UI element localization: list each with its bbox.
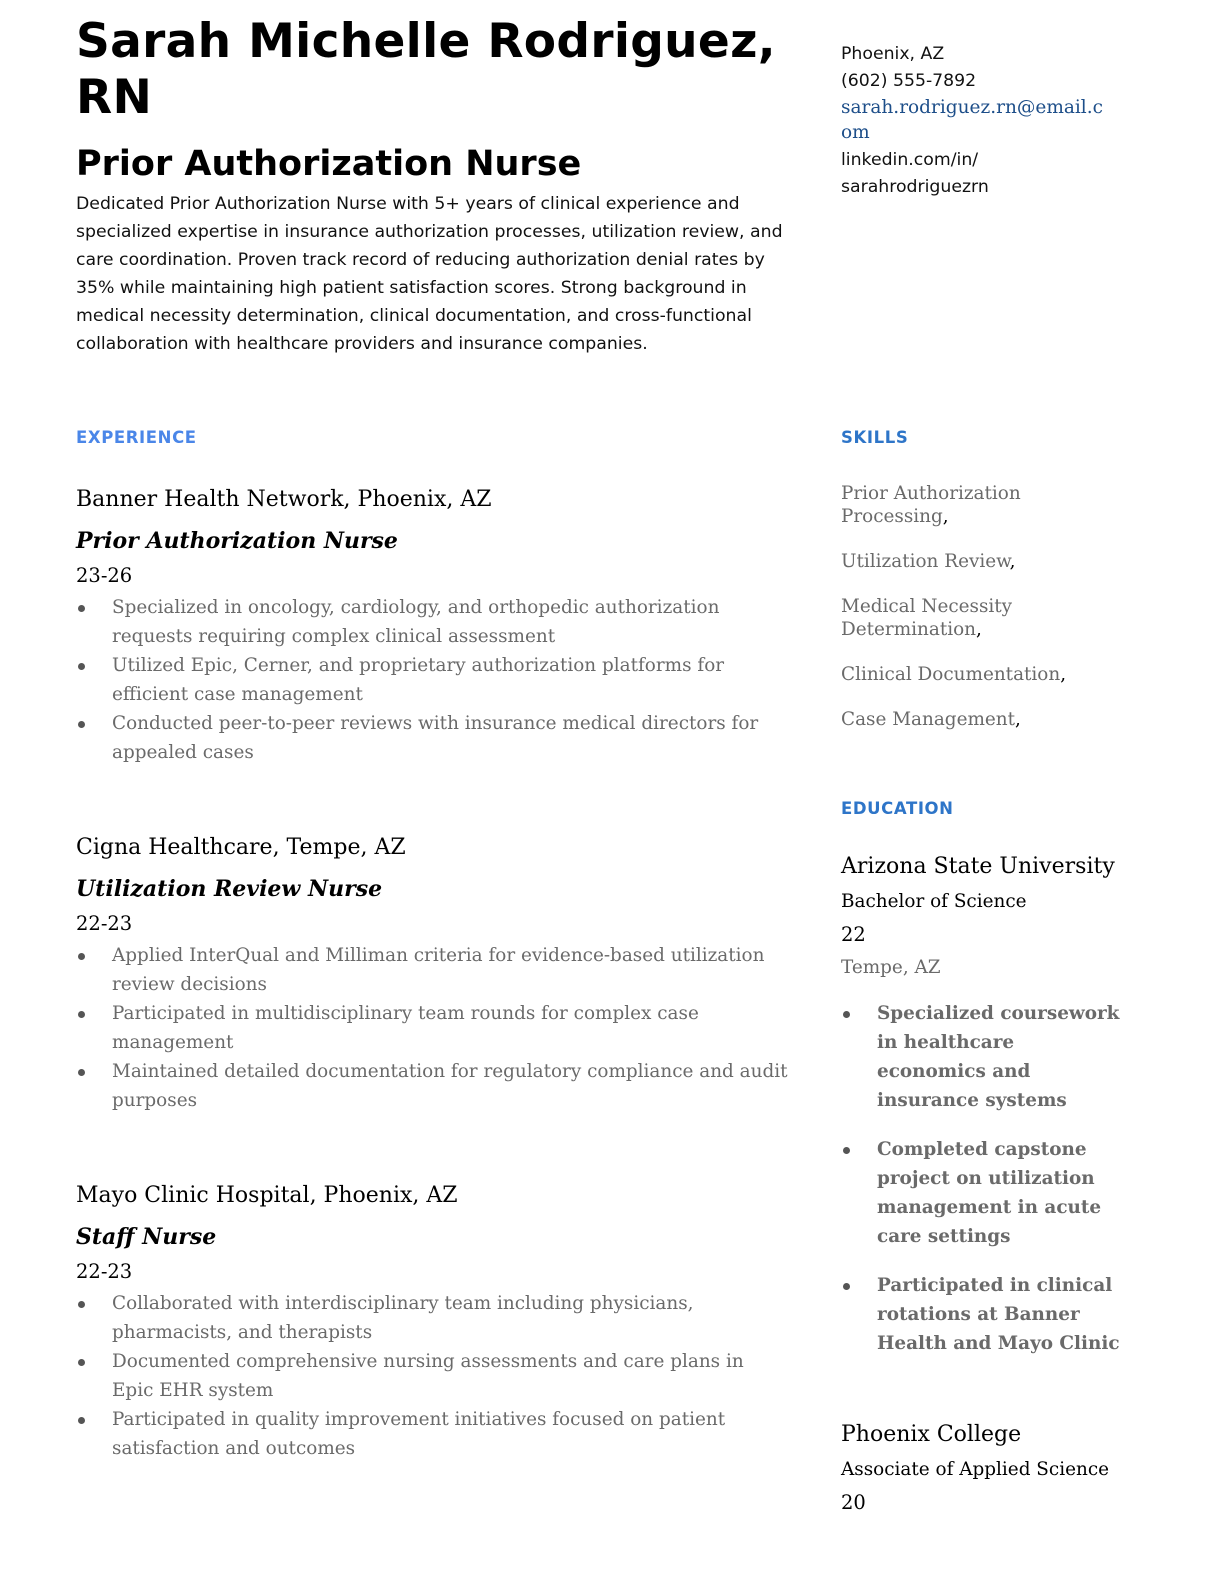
job-bullet: Collaborated with interdisciplinary team including physicians, pharmacists, and therapists [76,1289,788,1347]
graduation-year: 20 [841,1491,866,1514]
skills-section-title: SKILLS [841,428,909,447]
skill-item: Case Management, [841,709,1021,730]
education-entry [841,1420,1121,1517]
school-name: Arizona State University [841,854,1115,879]
professional-summary: Dedicated Prior Authorization Nurse with 5+ years of clinical experience and specialized expertise in insurance authorization processes, utilization review, and care coordination. Proven track record of reducing authorization denial rates by 35% while maintaining high patient satisfaction scores. Strong background in medical necessity determination, clinical documentation, and cross-functional collaboration with healthcare providers and insurance companies. [76,194,783,354]
job-bullet: Participated in quality improvement initiatives focused on patient satisfaction and outcomes [76,1405,788,1463]
job-title: Utilization Review Nurse [76,876,383,902]
degree-name: Associate of Applied Science [841,1459,1110,1480]
degree-name: Bachelor of Science [841,891,1027,912]
company-name: Banner Health Network, Phoenix, AZ [76,487,492,512]
job-bullet: Specialized in oncology, cardiology, and orthopedic authorization requests requiring complex clinical assessment [76,593,788,651]
company-name: Mayo Clinic Hospital, Phoenix, AZ [76,1183,458,1208]
skills-list [841,482,1071,753]
contact-location: Phoenix, AZ [841,44,945,64]
job-dates: 22-23 [76,912,133,935]
job-dates: 22-23 [76,1260,133,1283]
job-bullet: Applied InterQual and Milliman criteria for evidence-based utilization review decisions [76,941,788,999]
bullet-dot-icon [78,953,85,960]
professional-headline: Prior Authorization Nurse [76,144,582,184]
education-bullet: Completed capstone project on utilization management in acute care settings [841,1135,1121,1251]
contact-phone: (602) 555-7892 [841,71,977,91]
job-bullet: Maintained detailed documentation for regulatory compliance and audit purposes [76,1057,788,1115]
job-title: Staff Nurse [76,1224,217,1250]
experience-entry [76,833,788,1115]
graduation-year: 22 [841,923,866,946]
job-bullet: Utilized Epic, Cerner, and proprietary authorization platforms for efficient case management [76,651,788,709]
education-bullet-list [841,999,1121,1358]
bullet-dot-icon [78,605,85,612]
bullet-dot-icon [78,721,85,728]
job-bullet-list [76,1289,788,1463]
school-location: Tempe, AZ [841,957,941,978]
experience-entry [76,485,788,767]
education-section-title: EDUCATION [841,799,954,818]
contact-block [841,41,1111,201]
job-bullet-list [76,593,788,767]
contact-email-link[interactable]: sarah.rodriguez.rn@email.com [841,97,1103,143]
bullet-dot-icon [843,1147,850,1154]
job-dates: 23-26 [76,564,133,587]
bullet-dot-icon [78,1069,85,1076]
school-name: Phoenix College [841,1422,1022,1447]
education-bullet: Participated in clinical rotations at Banner Health and Mayo Clinic [841,1271,1121,1358]
job-bullet: Participated in multidisciplinary team rounds for complex case management [76,999,788,1057]
bullet-dot-icon [843,1283,850,1290]
bullet-dot-icon [78,663,85,670]
company-name: Cigna Healthcare, Tempe, AZ [76,835,406,860]
bullet-dot-icon [843,1011,850,1018]
bullet-dot-icon [78,1417,85,1424]
bullet-dot-icon [78,1301,85,1308]
bullet-dot-icon [78,1011,85,1018]
skill-item: Medical Necessity Determination, [841,596,1013,640]
job-title: Prior Authorization Nurse [76,528,398,554]
bullet-dot-icon [78,1359,85,1366]
job-bullet: Documented comprehensive nursing assessments and care plans in Epic EHR system [76,1347,788,1405]
contact-linkedin-line2[interactable]: sarahrodriguezrn [841,177,989,197]
education-entry [841,852,1121,1378]
contact-linkedin-line1[interactable]: linkedin.com/in/ [841,150,979,170]
experience-entry [76,1181,788,1463]
skill-item: Prior Authorization Processing, [841,483,1021,527]
candidate-name: Sarah Michelle Rodriguez, RN [76,14,776,125]
skill-item: Utilization Review, [841,551,1016,572]
experience-section-title: EXPERIENCE [76,428,197,447]
education-bullet: Specialized coursework in healthcare economics and insurance systems [841,999,1121,1115]
job-bullet: Conducted peer-to-peer reviews with insurance medical directors for appealed cases [76,709,788,767]
job-bullet-list [76,941,788,1115]
skill-item: Clinical Documentation, [841,664,1067,685]
